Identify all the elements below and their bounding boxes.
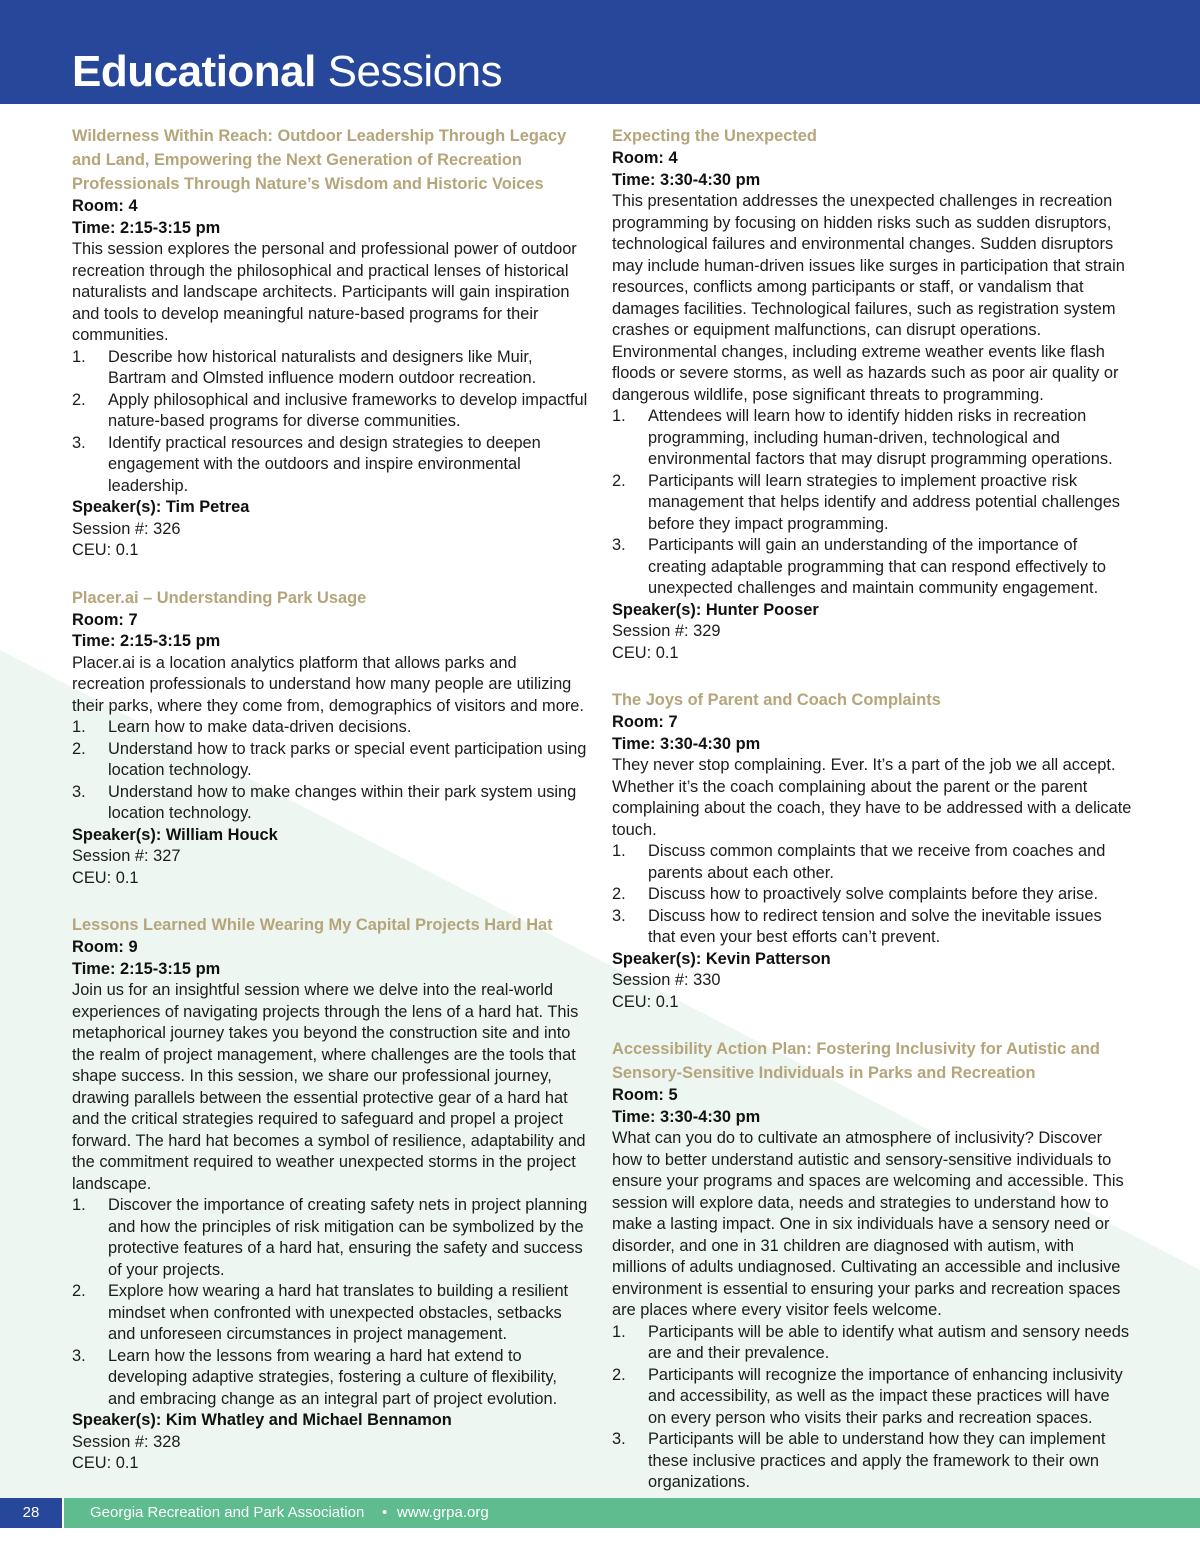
session-room: Room: 7: [612, 713, 678, 731]
objective-text: Discuss how to proactively solve complaints before they arise.: [648, 885, 1099, 903]
session-time: Time: 3:30-4:30 pm: [612, 170, 761, 189]
session-description: They never stop complaining. Ever. It’s a part of the job we all accept. Whether it’s the coach complaining about the parent or the parent complaining about the coach, they have to be addressed with a delicate touch.: [612, 756, 1132, 839]
objective-text: Participants will recognize the importance of enhancing inclusivity and accessibility, as well as the impact these practices will have on every person who visits their parks and recreation spaces.: [648, 1365, 1123, 1427]
right-column: [612, 124, 1132, 1518]
page-footer: [0, 1498, 1200, 1528]
objectives-list: [612, 841, 1132, 949]
objective-text: Explore how wearing a hard hat translates to building a resilient mindset when confronted with unexpected obstacles, setbacks and unforeseen circumstances in project management.: [108, 1282, 569, 1343]
footer-band: [64, 1498, 1200, 1528]
session-title: Expecting the Unexpected: [612, 127, 817, 145]
list-item: 1. Attendees will learn how to identify hidden risks in recreation programming, including human-driven, technological and environmental factors that may disrupt programming operations.: [612, 407, 1113, 468]
list-item: 2. Understand how to track parks or special event participation using location technology.: [72, 739, 587, 779]
objective-text: Participants will be able to understand how they can implement these inclusive practices and apply the framework to their own organizations.: [648, 1430, 1106, 1491]
list-item: 1. Learn how to make data-driven decisions.: [72, 718, 412, 736]
list-item: 1. Discover the importance of creating safety nets in project planning and how the principles of risk mitigation can be symbolized by the protective features of a hard hat, ensuring the safety and success of your projects.: [72, 1196, 588, 1279]
session-room: Room: 9: [72, 938, 138, 956]
session-speaker: Speaker(s): Kim Whatley and Michael Bennamon: [72, 1411, 452, 1429]
list-item: 3. Participants will be able to understand how they can implement these inclusive practices and apply the framework to their own organizations.: [612, 1430, 1106, 1491]
list-item: 2. Discuss how to proactively solve complaints before they arise.: [612, 885, 1099, 903]
session-ceu: CEU: 0.1: [72, 541, 139, 559]
objective-text: Understand how to track parks or special event participation using location technology.: [108, 739, 587, 779]
footer-separator: •: [382, 1504, 388, 1521]
page-title: [72, 44, 502, 100]
session-time: Time: 2:15-3:15 pm: [72, 218, 221, 237]
session-ceu: CEU: 0.1: [612, 643, 679, 662]
session-title: Lessons Learned While Wearing My Capital Projects Hard Hat: [72, 916, 553, 934]
list-item: 3. Identify practical resources and design strategies to deepen engagement with the outdoors and inspire environmental leadership.: [72, 433, 541, 495]
session-ceu: CEU: 0.1: [612, 992, 679, 1011]
objective-text: Discuss common complaints that we receive from coaches and parents about each other.: [648, 842, 1106, 882]
list-item: 2. Explore how wearing a hard hat translates to building a resilient mindset when confronted with unexpected obstacles, setbacks and unforeseen circumstances in project management.: [72, 1282, 569, 1343]
session-description: This presentation addresses the unexpected challenges in recreation programming by focusing on hidden risks such as sudden disruptors, technological failures and environmental changes. Sudden disruptors may include human-driven issues like surges in participation that strain resources, conflicts among participants or staff, or vandalism that damages facilities. Technological failures, such as registration system crashes or equipment malfunctions, can disrupt operations. Environmental changes, including extreme weather events like flash floods or severe storms, as well as hazards such as poor air quality or dangerous wildlife, pose significant threats to programming.: [612, 192, 1125, 404]
session-number: Session #: 328: [72, 1432, 181, 1451]
page-title-light: Sessions: [327, 47, 503, 96]
objective-text: Learn how to make data-driven decisions.: [108, 718, 412, 736]
session-ceu: CEU: 0.1: [72, 868, 139, 887]
session-title: The Joys of Parent and Coach Complaints: [612, 691, 941, 709]
session-number: Session #: 327: [72, 847, 181, 865]
session-accessibility: [612, 1037, 1132, 1494]
list-item: 3. Discuss how to redirect tension and solve the inevitable issues that even your best efforts can’t prevent.: [612, 906, 1102, 946]
objective-text: Apply philosophical and inclusive frameworks to develop impactful nature-based programs for diverse communities.: [108, 390, 588, 430]
list-item: 2. Participants will recognize the importance of enhancing inclusivity and accessibility, as well as the impact these practices will have on every person who visits their parks and recreation spaces.: [612, 1365, 1123, 1427]
list-item: 2. Participants will learn strategies to implement proactive risk management that helps identify and address potential challenges before they impact programming.: [612, 471, 1120, 533]
objectives-list: [612, 1322, 1132, 1494]
objectives-list: [72, 717, 588, 825]
session-room: Room: 4: [612, 149, 678, 167]
session-329: [612, 124, 1132, 664]
list-item: 2. Apply philosophical and inclusive frameworks to develop impactful nature-based programs for diverse communities.: [72, 390, 588, 430]
session-description: Join us for an insightful session where we delve into the real-world experiences of navigating projects through the lens of a hard hat. This metaphorical journey takes you beyond the construction site and into the realm of project management, where challenges are the tools that shape success. In this session, we share our professional journey, drawing parallels between the essential protective gear of a hard hat and the critical strategies required to safeguard and propel a project forward. The hard hat becomes a symbol of resilience, adaptability and the commitment required to weather unexpected storms in the project landscape.: [72, 981, 586, 1193]
session-number: Session #: 326: [72, 519, 181, 538]
footer-website[interactable]: www.grpa.org: [397, 1504, 489, 1521]
objectives-list: [72, 1195, 588, 1410]
list-item: 1. Discuss common complaints that we receive from coaches and parents about each other.: [612, 842, 1106, 882]
objective-text: Discover the importance of creating safety nets in project planning and how the principles of risk mitigation can be symbolized by the protective features of a hard hat, ensuring the safety and success of your projects.: [108, 1196, 588, 1279]
list-item: 3. Learn how the lessons from wearing a hard hat extend to developing adaptive strategies, fostering a culture of flexibility, and embracing change as an integral part of project evolution.: [72, 1346, 558, 1408]
left-column: [72, 124, 588, 1499]
session-title: Accessibility Action Plan: Fostering Inclusivity for Autistic and Sensory-Sensitive Individuals in Parks and Recreation: [612, 1040, 1100, 1082]
list-item: 1. Describe how historical naturalists and designers like Muir, Bartram and Olmsted influence modern outdoor recreation.: [72, 347, 537, 387]
session-speaker: Speaker(s): Hunter Pooser: [612, 600, 819, 619]
objective-text: Describe how historical naturalists and designers like Muir, Bartram and Olmsted influence modern outdoor recreation.: [108, 347, 537, 387]
session-time: Time: 2:15-3:15 pm: [72, 959, 221, 978]
session-description: Placer.ai is a location analytics platform that allows parks and recreation professionals to understand how many people are utilizing their parks, where they come from, demographics of visitors and more.: [72, 653, 584, 715]
objective-text: Participants will be able to identify what autism and sensory needs are and their prevalence.: [648, 1322, 1130, 1362]
page-header: [0, 0, 1200, 104]
objective-text: Learn how the lessons from wearing a hard hat extend to developing adaptive strategies, fostering a culture of flexibility, and embracing change as an integral part of project evolution.: [108, 1346, 558, 1408]
session-title: Placer.ai – Understanding Park Usage: [72, 588, 367, 607]
session-speaker: Speaker(s): William Houck: [72, 825, 278, 844]
session-speaker: Speaker(s): Tim Petrea: [72, 498, 250, 516]
page-title-bold: Educational: [72, 47, 316, 96]
session-330: [612, 688, 1132, 1013]
session-room: Room: 5: [612, 1086, 678, 1104]
session-326: [72, 124, 588, 562]
session-time: Time: 3:30-4:30 pm: [612, 1107, 761, 1126]
footer-org: Georgia Recreation and Park Association: [90, 1504, 365, 1521]
list-item: 3. Understand how to make changes within their park system using location technology.: [72, 782, 577, 822]
objective-text: Participants will gain an understanding of the importance of creating adaptable programming that can respond effectively to unexpected challenges and maintain community engagement.: [648, 536, 1107, 597]
list-item: 3. Participants will gain an understanding of the importance of creating adaptable programming that can respond effectively to unexpected challenges and maintain community engagement.: [612, 536, 1107, 597]
objective-text: Discuss how to redirect tension and solve the inevitable issues that even your best efforts can’t prevent.: [648, 906, 1102, 946]
session-number: Session #: 330: [612, 971, 721, 989]
objectives-list: [612, 406, 1132, 600]
session-327: [72, 586, 588, 890]
objectives-list: [72, 347, 588, 498]
session-number: Session #: 329: [612, 622, 721, 640]
session-room: Room: 7: [72, 610, 138, 629]
page-number: 28: [0, 1498, 62, 1528]
session-time: Time: 3:30-4:30 pm: [612, 734, 761, 753]
session-328: [72, 913, 588, 1475]
session-description: What can you do to cultivate an atmosphere of inclusivity? Discover how to better understand autistic and sensory-sensitive individuals to ensure your programs and spaces are welcoming and accessible. This session will explore data, needs and strategies to understand how to make a lasting impact. One in six individuals have a sensory need or disorder, and one in 31 children are diagnosed with autism, with millions of adults undiagnosed. Cultivating an accessible and inclusive environment is essential to ensuring your parks and recreation spaces are places where every visitor feels welcome.: [612, 1129, 1124, 1319]
objective-text: Identify practical resources and design strategies to deepen engagement with the outdoors and inspire environmental leadership.: [108, 433, 541, 495]
session-title: Wilderness Within Reach: Outdoor Leadership Through Legacy and Land, Empowering the Next Generation of Recreation Professionals Through Nature’s Wisdom and Historic Voices: [72, 127, 567, 193]
session-speaker: Speaker(s): Kevin Patterson: [612, 949, 831, 968]
objective-text: Understand how to make changes within their park system using location technology.: [108, 782, 577, 822]
objective-text: Attendees will learn how to identify hidden risks in recreation programming, including human-driven, technological and environmental factors that may disrupt programming operations.: [648, 407, 1113, 468]
session-time: Time: 2:15-3:15 pm: [72, 632, 221, 650]
session-description: This session explores the personal and professional power of outdoor recreation through the philosophical and practical lenses of historical naturalists and landscape architects. Participants will gain inspiration and tools to develop meaningful nature-based programs for their communities.: [72, 240, 577, 344]
session-room: Room: 4: [72, 197, 138, 215]
list-item: 1. Participants will be able to identify what autism and sensory needs are and their prevalence.: [612, 1322, 1130, 1362]
session-ceu: CEU: 0.1: [72, 1454, 139, 1472]
objective-text: Participants will learn strategies to implement proactive risk management that helps identify and address potential challenges before they impact programming.: [648, 471, 1120, 533]
